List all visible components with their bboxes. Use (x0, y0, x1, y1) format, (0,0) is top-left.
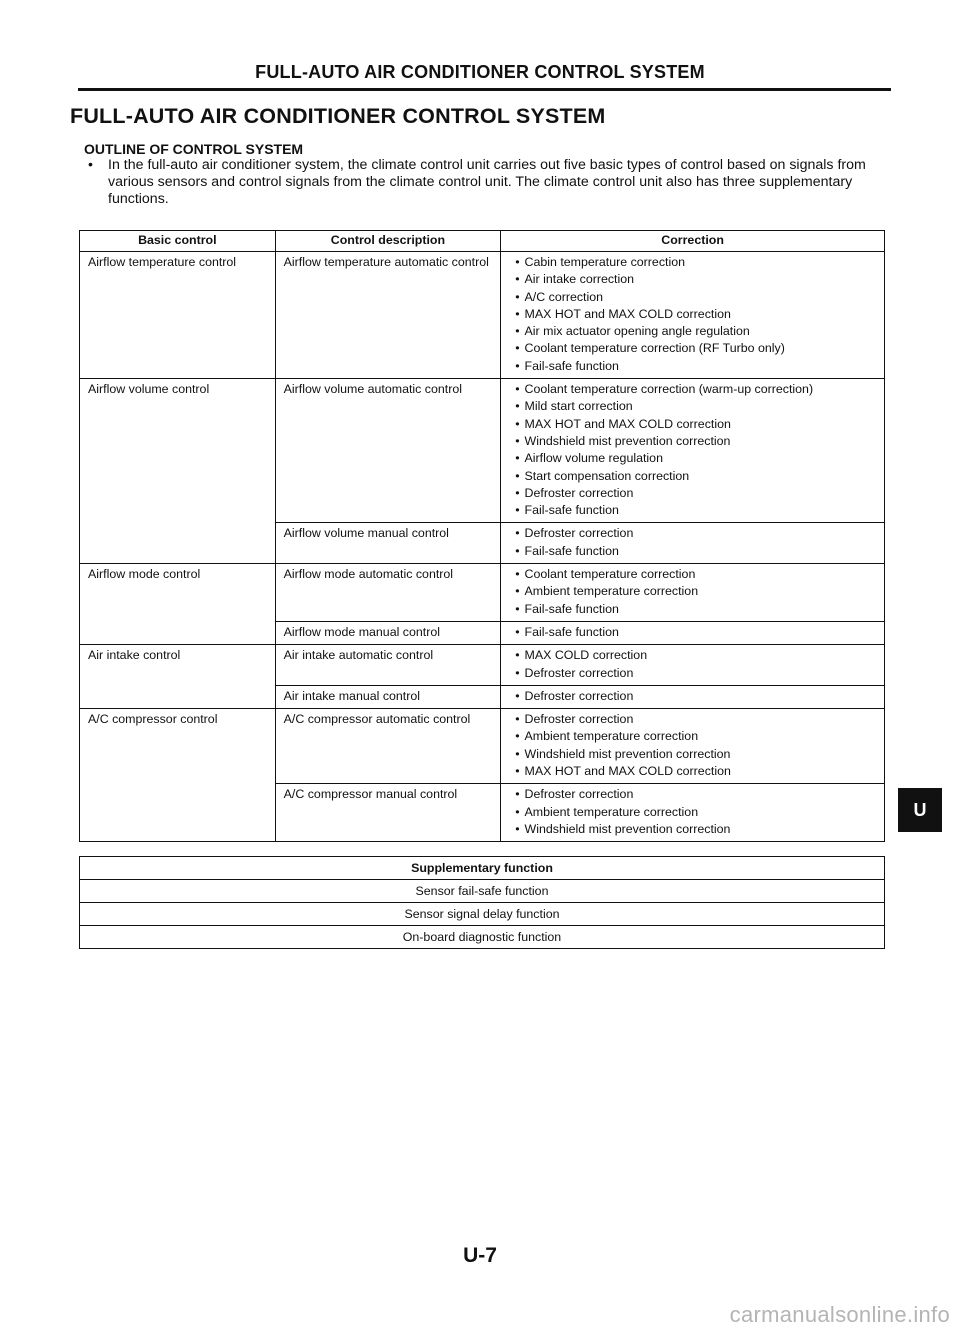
correction-item: • Ambient temperature correction (515, 804, 876, 821)
correction-item: • Fail-safe function (515, 624, 876, 641)
intro-paragraph (88, 157, 888, 208)
control-table-body (80, 252, 885, 842)
control-description-cell: Airflow volume manual control (275, 523, 501, 564)
correction-item: • MAX HOT and MAX COLD correction (515, 416, 876, 433)
correction-item: • Defroster correction (515, 525, 876, 542)
correction-item: • Start compensation correction (515, 468, 876, 485)
supplementary-header: Supplementary function (80, 857, 885, 880)
correction-item: • Mild start correction (515, 398, 876, 415)
correction-item: • Defroster correction (515, 711, 876, 728)
control-table (79, 230, 885, 842)
correction-item: • Windshield mist prevention correction (515, 821, 876, 838)
correction-cell (501, 252, 885, 379)
correction-cell (501, 621, 885, 644)
correction-item: • Fail-safe function (515, 543, 876, 560)
intro-text: In the full-auto air conditioner system, the climate control unit carries out five basic types of control based on signals from various sensors and control signals from the climate control unit. The climate control unit also has three supplementary functions. (108, 157, 866, 207)
control-description-cell: Airflow temperature automatic control (275, 252, 501, 379)
correction-item: • Coolant temperature correction (warm-up correction) (515, 381, 876, 398)
correction-item: • Coolant temperature correction (515, 566, 876, 583)
supplementary-item: Sensor signal delay function (80, 903, 885, 926)
correction-item: • Windshield mist prevention correction (515, 433, 876, 450)
correction-item: • Defroster correction (515, 485, 876, 502)
correction-item: • A/C correction (515, 289, 876, 306)
correction-item: • MAX HOT and MAX COLD correction (515, 306, 876, 323)
correction-cell (501, 784, 885, 842)
page-number: U-7 (463, 1244, 497, 1267)
control-description-cell: Air intake manual control (275, 685, 501, 708)
header-rule (78, 88, 891, 91)
correction-item: • Ambient temperature correction (515, 728, 876, 745)
table-row (80, 379, 885, 523)
column-header-control-description: Control description (275, 231, 501, 252)
correction-cell (501, 685, 885, 708)
control-description-cell: Airflow mode manual control (275, 621, 501, 644)
page-title: FULL-AUTO AIR CONDITIONER CONTROL SYSTEM (70, 104, 606, 128)
control-description-cell: A/C compressor automatic control (275, 709, 501, 784)
correction-item: • Cabin temperature correction (515, 254, 876, 271)
correction-item: • Fail-safe function (515, 601, 876, 618)
correction-item: • Defroster correction (515, 786, 876, 803)
control-description-cell: Air intake automatic control (275, 645, 501, 686)
correction-item: • Coolant temperature correction (RF Turbo only) (515, 340, 876, 357)
correction-item: • Fail-safe function (515, 358, 876, 375)
basic-control-cell: Airflow temperature control (80, 252, 276, 379)
correction-item: • Fail-safe function (515, 502, 876, 519)
table-row (80, 564, 885, 622)
correction-item: • MAX HOT and MAX COLD correction (515, 763, 876, 780)
supplementary-row (80, 880, 885, 903)
control-description-cell: Airflow mode automatic control (275, 564, 501, 622)
correction-cell (501, 523, 885, 564)
correction-cell (501, 709, 885, 784)
correction-item: • Airflow volume regulation (515, 450, 876, 467)
bullet-icon: • (88, 157, 93, 173)
supplementary-row (80, 903, 885, 926)
basic-control-cell: A/C compressor control (80, 709, 276, 842)
correction-item: • Windshield mist prevention correction (515, 746, 876, 763)
supplementary-header-row (80, 857, 885, 880)
correction-item: • Defroster correction (515, 688, 876, 705)
control-description-cell: Airflow volume automatic control (275, 379, 501, 523)
table-row (80, 709, 885, 784)
control-table-header-row (80, 231, 885, 252)
running-header: FULL-AUTO AIR CONDITIONER CONTROL SYSTEM (255, 62, 705, 82)
basic-control-cell: Air intake control (80, 645, 276, 709)
correction-item: • MAX COLD correction (515, 647, 876, 664)
correction-cell (501, 645, 885, 686)
table-row (80, 645, 885, 686)
correction-item: • Ambient temperature correction (515, 583, 876, 600)
basic-control-cell: Airflow mode control (80, 564, 276, 645)
section-heading: OUTLINE OF CONTROL SYSTEM (84, 141, 304, 157)
supplementary-item: On-board diagnostic function (80, 926, 885, 949)
basic-control-cell: Airflow volume control (80, 379, 276, 564)
supplementary-item: Sensor fail-safe function (80, 880, 885, 903)
table-row (80, 252, 885, 379)
correction-item: • Defroster correction (515, 665, 876, 682)
supplementary-row (80, 926, 885, 949)
correction-cell (501, 564, 885, 622)
section-tab-marker: U (898, 788, 942, 832)
column-header-basic-control: Basic control (80, 231, 276, 252)
control-description-cell: A/C compressor manual control (275, 784, 501, 842)
correction-item: • Air intake correction (515, 271, 876, 288)
supplementary-table (79, 856, 885, 949)
correction-item: • Air mix actuator opening angle regulation (515, 323, 876, 340)
correction-cell (501, 379, 885, 523)
column-header-correction: Correction (501, 231, 885, 252)
watermark: carmanualsonline.info (729, 1302, 950, 1327)
